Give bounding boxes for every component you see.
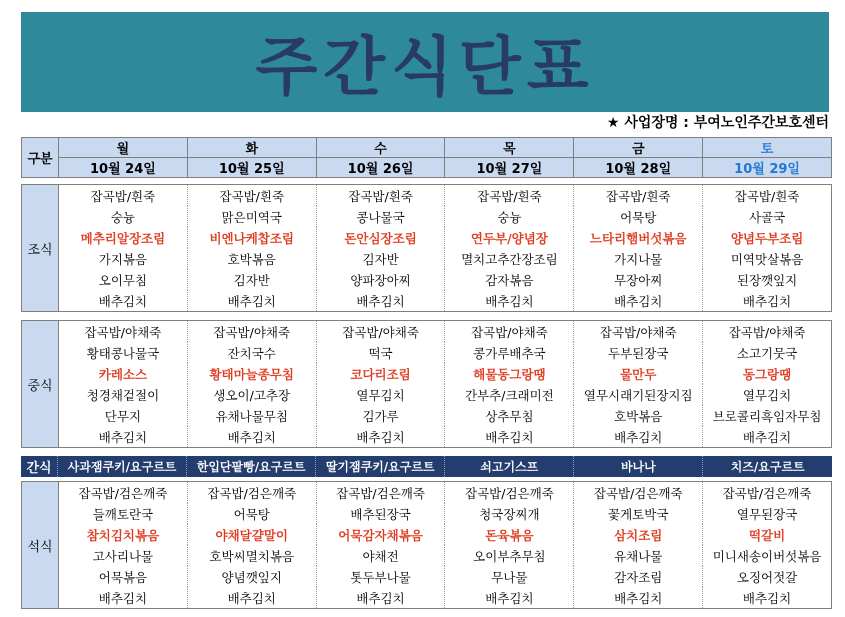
- day-wed: 수: [316, 138, 445, 158]
- menu-item: 배추김치: [187, 426, 316, 448]
- menu-item: 배추김치: [59, 587, 188, 609]
- day-tue: 화: [187, 138, 316, 158]
- snack-label: 간식: [26, 461, 52, 476]
- menu-item: 잡곡밥/흰죽: [445, 185, 574, 207]
- menu-item: 양념두부조림: [703, 227, 832, 248]
- menu-row: [22, 482, 832, 504]
- menu-item: 가지나물: [574, 248, 703, 269]
- menu-item: 잡곡밥/야채죽: [187, 321, 316, 343]
- menu-item: 동그랑땡: [703, 363, 832, 384]
- menu-item: 꽃게토박국: [574, 503, 703, 524]
- menu-item: 무나물: [445, 566, 574, 587]
- day-sat: 토: [703, 138, 832, 158]
- menu-item: 콩가루배추국: [445, 342, 574, 363]
- menu-item: 배추김치: [703, 587, 832, 609]
- menu-item: 배추김치: [574, 587, 703, 609]
- menu-item: 잡곡밥/야채죽: [316, 321, 445, 343]
- menu-item: 청경채겉절이: [59, 384, 188, 405]
- menu-item: 멸치고추간장조림: [445, 248, 574, 269]
- menu-row: [22, 426, 832, 448]
- menu-row: [22, 503, 832, 524]
- menu-item: 떡갈비: [703, 524, 832, 545]
- menu-item: 호박씨멸치볶음: [187, 545, 316, 566]
- menu-item: 감자볶음: [445, 269, 574, 290]
- menu-item: 배추김치: [703, 426, 832, 448]
- menu-item: 배추김치: [445, 426, 574, 448]
- day-mon: 월: [59, 138, 188, 158]
- menu-item: 된장깻잎지: [703, 269, 832, 290]
- menu-item: 무장아찌: [574, 269, 703, 290]
- menu-item: 숭늉: [59, 206, 188, 227]
- menu-item: 잡곡밥/흰죽: [59, 185, 188, 207]
- menu-item: 감자조림: [574, 566, 703, 587]
- menu-item: 비엔나케찹조림: [187, 227, 316, 248]
- menu-item: 호박볶음: [574, 405, 703, 426]
- menu-item: 열무김치: [316, 384, 445, 405]
- menu-item: 잡곡밥/검은깨죽: [59, 482, 188, 504]
- menu-item: 야채전: [316, 545, 445, 566]
- snack-item: 딸기잼쿠키/요구르트: [316, 456, 445, 477]
- day-fri: 금: [574, 138, 703, 158]
- menu-item: 배추김치: [574, 426, 703, 448]
- menu-row: [22, 566, 832, 587]
- day-thu: 목: [445, 138, 574, 158]
- dinner-label: 석식: [22, 482, 59, 609]
- menu-row: [22, 363, 832, 384]
- menu-item: 맑은미역국: [187, 206, 316, 227]
- menu-item: 두부된장국: [574, 342, 703, 363]
- menu-item: 코다리조림: [316, 363, 445, 384]
- menu-item: 잡곡밥/야채죽: [59, 321, 188, 343]
- menu-item: 오징어젓갈: [703, 566, 832, 587]
- menu-item: 김자반: [187, 269, 316, 290]
- menu-item: 상추무침: [445, 405, 574, 426]
- menu-item: 잡곡밥/흰죽: [703, 185, 832, 207]
- menu-item: 양파장아찌: [316, 269, 445, 290]
- menu-item: 잡곡밥/검은깨죽: [445, 482, 574, 504]
- menu-item: 콩나물국: [316, 206, 445, 227]
- date-fri: 10월 28일: [574, 158, 703, 178]
- menu-item: 돈육볶음: [445, 524, 574, 545]
- gubun-label: 구분: [22, 138, 59, 178]
- date-wed: 10월 26일: [316, 158, 445, 178]
- menu-row: [22, 405, 832, 426]
- date-mon: 10월 24일: [59, 158, 188, 178]
- dinner-table: [21, 481, 832, 609]
- menu-item: 배추김치: [445, 587, 574, 609]
- menu-item: 배추김치: [59, 426, 188, 448]
- menu-row: [22, 269, 832, 290]
- menu-row: [22, 545, 832, 566]
- date-tue: 10월 25일: [187, 158, 316, 178]
- menu-item: 미니새송이버섯볶음: [703, 545, 832, 566]
- menu-item: 잡곡밥/흰죽: [187, 185, 316, 207]
- menu-item: 잡곡밥/검은깨죽: [703, 482, 832, 504]
- menu-item: 메추리알장조림: [59, 227, 188, 248]
- snack-item: 한입단팥빵/요구르트: [187, 456, 316, 477]
- menu-item: 참치김치볶음: [59, 524, 188, 545]
- menu-item: 어묵볶음: [59, 566, 188, 587]
- menu-item: 유채나물: [574, 545, 703, 566]
- menu-row: [22, 587, 832, 609]
- menu-item: 단무지: [59, 405, 188, 426]
- menu-item: 양념깻잎지: [187, 566, 316, 587]
- menu-item: 카레소스: [59, 363, 188, 384]
- menu-item: 열무된장국: [703, 503, 832, 524]
- menu-row: [22, 384, 832, 405]
- menu-item: 잡곡밥/검은깨죽: [574, 482, 703, 504]
- date-thu: 10월 27일: [445, 158, 574, 178]
- lunch-table: [21, 320, 832, 448]
- menu-item: 잡곡밥/검은깨죽: [316, 482, 445, 504]
- snack-item: 바나나: [574, 456, 703, 477]
- menu-item: 어묵탕: [574, 206, 703, 227]
- menu-item: 삼치조림: [574, 524, 703, 545]
- menu-item: 느타리햄버섯볶음: [574, 227, 703, 248]
- menu-item: 김가루: [316, 405, 445, 426]
- menu-item: 잔치국수: [187, 342, 316, 363]
- menu-item: 야채달걀말이: [187, 524, 316, 545]
- menu-item: 배추김치: [187, 290, 316, 312]
- menu-item: 배추김치: [445, 290, 574, 312]
- menu-item: 김자반: [316, 248, 445, 269]
- menu-item: 브로콜리흑임자무침: [703, 405, 832, 426]
- menu-item: 사골국: [703, 206, 832, 227]
- menu-item: 해물동그랑땡: [445, 363, 574, 384]
- snack-item: 사과잼쿠키/요구르트: [58, 456, 187, 477]
- menu-item: 연두부/양념장: [445, 227, 574, 248]
- menu-item: 소고기뭇국: [703, 342, 832, 363]
- page-title: 주간식단표: [255, 31, 595, 105]
- snack-item: 치즈/요구르트: [703, 456, 832, 477]
- menu-item: 황태콩나물국: [59, 342, 188, 363]
- menu-row: [22, 342, 832, 363]
- menu-item: 미역맛살볶음: [703, 248, 832, 269]
- menu-item: 배추김치: [316, 290, 445, 312]
- lunch-label: 중식: [22, 321, 59, 448]
- menu-item: 돈안심장조림: [316, 227, 445, 248]
- menu-item: 가지볶음: [59, 248, 188, 269]
- menu-item: 잡곡밥/검은깨죽: [187, 482, 316, 504]
- day-header: [21, 137, 832, 178]
- menu-item: 배추김치: [574, 290, 703, 312]
- date-sat: 10월 29일: [703, 158, 832, 178]
- organization-name: ★ 사업장명 : 부여노인주간보호센터: [606, 115, 829, 131]
- menu-row: [22, 248, 832, 269]
- menu-item: 오이무침: [59, 269, 188, 290]
- snack-row: [21, 456, 832, 477]
- menu-item: 어묵탕: [187, 503, 316, 524]
- snack-item: 쇠고기스프: [445, 456, 574, 477]
- menu-item: 들깨토란국: [59, 503, 188, 524]
- menu-item: 잡곡밥/야채죽: [445, 321, 574, 343]
- menu-item: 잡곡밥/야채죽: [574, 321, 703, 343]
- menu-item: 열무김치: [703, 384, 832, 405]
- menu-item: 떡국: [316, 342, 445, 363]
- title-banner: [21, 12, 829, 112]
- menu-item: 잡곡밥/야채죽: [703, 321, 832, 343]
- menu-item: 잡곡밥/흰죽: [574, 185, 703, 207]
- menu-item: 어묵감자채볶음: [316, 524, 445, 545]
- menu-item: 청국장찌개: [445, 503, 574, 524]
- menu-row: [22, 290, 832, 312]
- menu-item: 열무시래기된장지짐: [574, 384, 703, 405]
- menu-item: 황태마늘종무침: [187, 363, 316, 384]
- breakfast-table: [21, 184, 832, 312]
- menu-item: 유채나물무침: [187, 405, 316, 426]
- breakfast-label: 조식: [22, 185, 59, 312]
- menu-item: 배추김치: [187, 587, 316, 609]
- menu-item: 숭늉: [445, 206, 574, 227]
- menu-item: 오이부추무침: [445, 545, 574, 566]
- menu-item: 배추김치: [59, 290, 188, 312]
- menu-item: 물만두: [574, 363, 703, 384]
- menu-item: 호박볶음: [187, 248, 316, 269]
- menu-item: 배추김치: [703, 290, 832, 312]
- menu-item: 배추김치: [316, 426, 445, 448]
- menu-row: [22, 321, 832, 343]
- menu-item: 생오이/고추장: [187, 384, 316, 405]
- menu-row: [22, 185, 832, 207]
- menu-item: 고사리나물: [59, 545, 188, 566]
- menu-row: [22, 227, 832, 248]
- menu-item: 간부추/크래미전: [445, 384, 574, 405]
- menu-item: 톳두부나물: [316, 566, 445, 587]
- menu-item: 배추김치: [316, 587, 445, 609]
- menu-item: 배추된장국: [316, 503, 445, 524]
- menu-row: [22, 524, 832, 545]
- menu-row: [22, 206, 832, 227]
- menu-item: 잡곡밥/흰죽: [316, 185, 445, 207]
